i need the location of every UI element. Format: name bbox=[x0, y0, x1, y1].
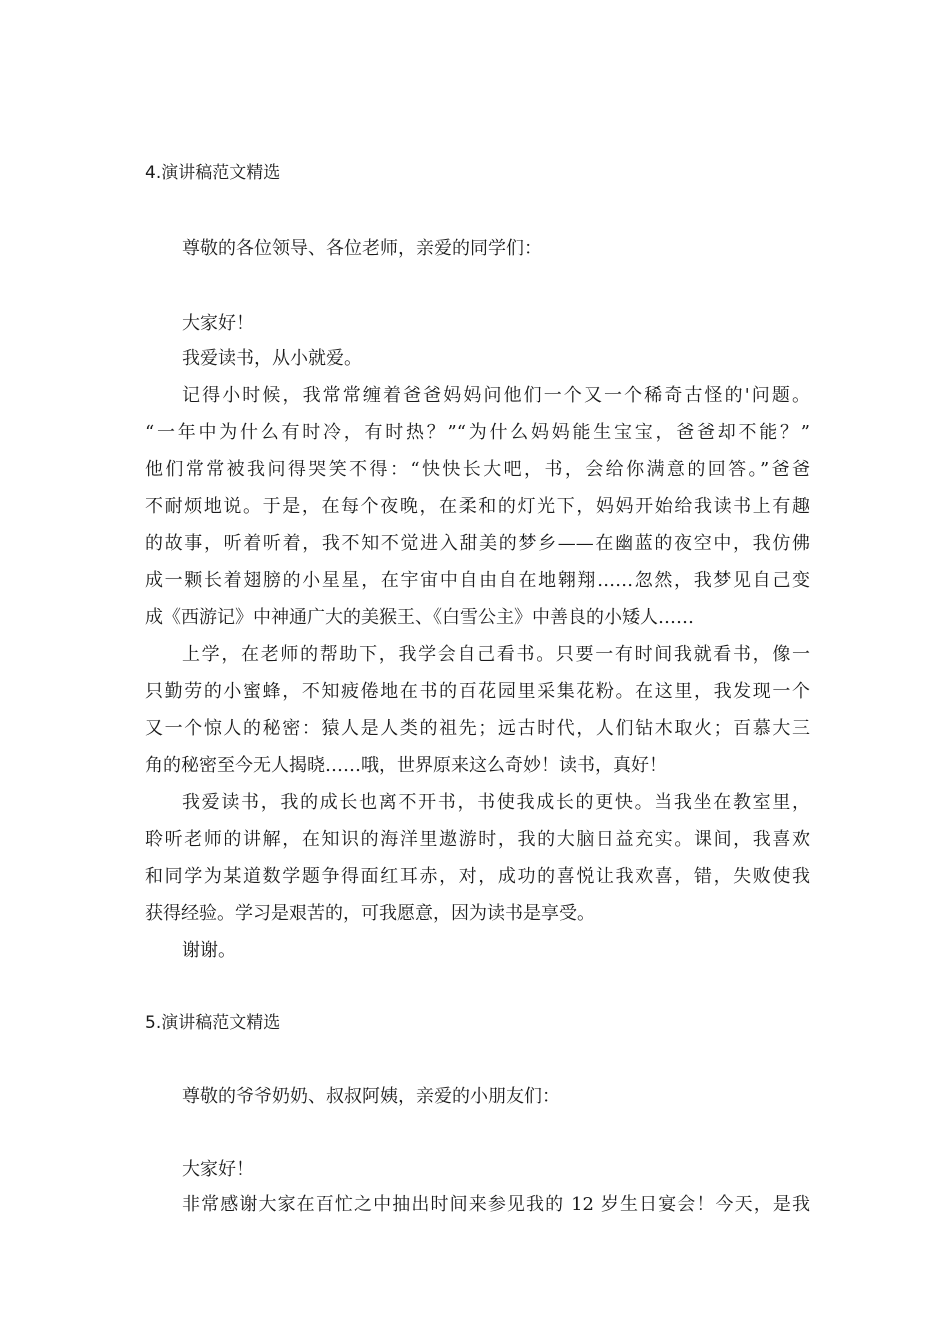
section-4-paragraph-1: 我爱读书，从小就爱。 bbox=[182, 348, 362, 369]
section-4-paragraph-4-line: 获得经验。学习是艰苦的，可我愿意，因为读书是享受。 bbox=[145, 903, 595, 924]
section-5-salutation: 尊敬的爷爷奶奶、叔叔阿姨，亲爱的小朋友们： bbox=[182, 1086, 560, 1107]
section-4-paragraph-4-line: 我爱读书，我的成长也离不开书，书使我成长的更快。当我坐在教室里， bbox=[182, 792, 810, 813]
section-4-paragraph-4-line: 和同学为某道数学题争得面红耳赤，对，成功的喜悦让我欢喜，错，失败使我 bbox=[145, 866, 810, 887]
section-4-closing: 谢谢。 bbox=[182, 940, 236, 961]
section-5-greeting: 大家好！ bbox=[182, 1159, 254, 1180]
section-4-paragraph-2-line: “一年中为什么有时冷，有时热？”“为什么妈妈能生宝宝，爸爸却不能？” bbox=[145, 422, 810, 443]
section-4-paragraph-2-line: 的故事，听着听着，我不知不觉进入甜美的梦乡——在幽蓝的夜空中，我仿佛 bbox=[145, 533, 810, 554]
section-4-paragraph-3-line: 角的秘密至今无人揭晓……哦，世界原来这么奇妙！读书，真好！ bbox=[145, 755, 667, 776]
section-4-paragraph-2-line: 成《西游记》中神通广大的美猴王、《白雪公主》中善良的小矮人…… bbox=[145, 607, 694, 628]
section-4-paragraph-4-line: 聆听老师的讲解，在知识的海洋里遨游时，我的大脑日益充实。课间，我喜欢 bbox=[145, 829, 810, 850]
section-4-paragraph-3-line: 又一个惊人的秘密：猿人是人类的祖先；远古时代，人们钻木取火；百慕大三 bbox=[145, 718, 810, 739]
section-4-heading: 4.演讲稿范文精选 bbox=[145, 163, 281, 183]
section-4-paragraph-2-line: 不耐烦地说。于是，在每个夜晚，在柔和的灯光下，妈妈开始给我读书上有趣 bbox=[145, 496, 810, 517]
section-5-paragraph-1: 非常感谢大家在百忙之中抽出时间来参见我的 12 岁生日宴会！今天，是我 bbox=[182, 1194, 810, 1215]
section-4-paragraph-3-line: 上学，在老师的帮助下，我学会自己看书。只要一有时间我就看书，像一 bbox=[182, 644, 810, 665]
section-4-greeting: 大家好！ bbox=[182, 313, 254, 334]
section-5-heading: 5.演讲稿范文精选 bbox=[145, 1013, 281, 1033]
section-4-paragraph-2-line: 他们常常被我问得哭笑不得：“快快长大吧，书，会给你满意的回答。”爸爸 bbox=[145, 459, 810, 480]
section-4-salutation: 尊敬的各位领导、各位老师，亲爱的同学们： bbox=[182, 238, 542, 259]
section-4-paragraph-2-line: 成一颗长着翅膀的小星星，在宇宙中自由自在地翱翔……忽然，我梦见自己变 bbox=[145, 570, 810, 591]
section-4-paragraph-3-line: 只勤劳的小蜜蜂，不知疲倦地在书的百花园里采集花粉。在这里，我发现一个 bbox=[145, 681, 810, 702]
section-4-paragraph-2-line: 记得小时候，我常常缠着爸爸妈妈问他们一个又一个稀奇古怪的'问题。 bbox=[182, 385, 810, 406]
